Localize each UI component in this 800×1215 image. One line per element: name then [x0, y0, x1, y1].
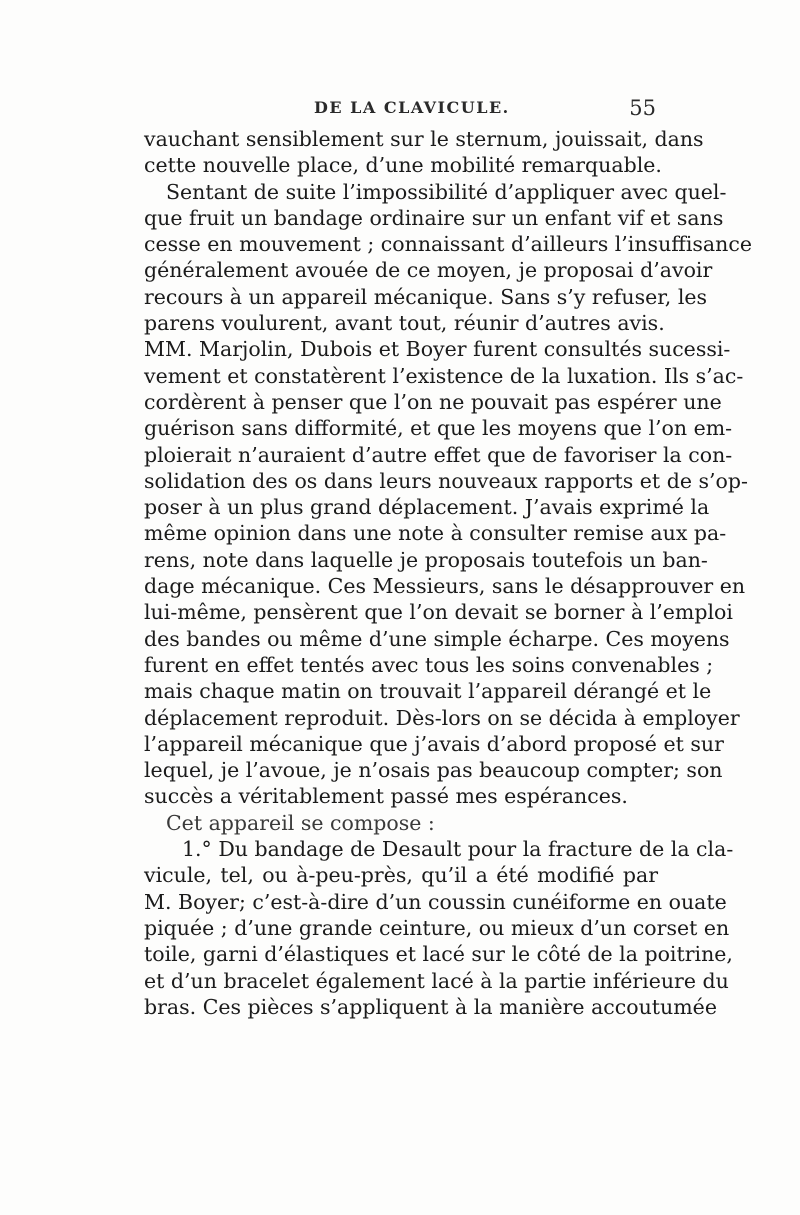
text-line: Cet appareil se compose : [166, 810, 435, 835]
body-text [144, 126, 752, 1020]
text-line: que fruit un bandage ordinaire sur un enfant vif et sans [144, 205, 724, 230]
running-head: DE LA CLAVICULE. [314, 98, 510, 117]
text-line: toile, garni d’élastiques et lacé sur le côté de la poitrine, [144, 942, 733, 967]
text-line: succès a véritablement passé mes espérances. [144, 784, 628, 809]
text-line: vauchant sensiblement sur le sternum, jouissait, dans [144, 127, 704, 151]
text-line: recours à un appareil mécanique. Sans s’y refuser, les [144, 284, 708, 309]
text-line: l’appareil mécanique que j’avais d’abord proposé et sur [144, 731, 724, 756]
text-line: mais chaque matin on trouvait l’appareil dérangé et le [144, 679, 712, 704]
page-header [144, 96, 656, 126]
text-line: lequel, je l’avoue, je n’osais pas beaucoup compter; son [144, 758, 723, 783]
text-line: 1.° Du bandage de Desault pour la fracture de la cla- [182, 837, 734, 862]
text-line: lui-même, pensèrent que l’on devait se borner à l’emploi [144, 600, 733, 625]
text-line: et d’un bracelet également lacé à la partie inférieure du [144, 968, 729, 993]
text-line: ploierait n’auraient d’autre effet que de favoriser la con- [144, 442, 733, 467]
text-line: Sentant de suite l’impossibilité d’appliquer avec quel- [166, 179, 727, 204]
text-line: vement et constatèrent l’existence de la luxation. Ils s’ac- [144, 363, 744, 388]
text-line: des bandes ou même d’une simple écharpe. Ces moyens [144, 626, 730, 651]
text-line: furent en effet tentés avec tous les soins convenables ; [144, 652, 714, 677]
text-line: bras. Ces pièces s’appliquent à la manière accoutumée [144, 994, 717, 1019]
text-line: poser à un plus grand déplacement. J’avais exprimé la [144, 495, 710, 520]
text-line: cesse en mouvement ; connaissant d’ailleurs l’insuffisance [144, 232, 752, 257]
page-number: 55 [629, 96, 656, 120]
text-line: même opinion dans une note à consulter remise aux pa- [144, 521, 727, 546]
text-line: solidation des os dans leurs nouveaux rapports et de s’op- [144, 468, 748, 493]
text-line: dage mécanique. Ces Messieurs, sans le désapprouver en [144, 574, 746, 599]
text-line: piquée ; d’une grande ceinture, ou mieux d’un corset en [144, 915, 730, 940]
text-line: généralement avouée de ce moyen, je proposai d’avoir [144, 258, 713, 283]
text-line: parens voulurent, avant tout, réunir d’autres avis. [144, 311, 665, 336]
text-line: vicule, tel, ou à-peu-près, qu’il a été modifié par [144, 863, 658, 888]
text-line: guérison sans difformité, et que les moyens que l’on em- [144, 416, 733, 441]
text-line: cordèrent à penser que l’on ne pouvait pas espérer une [144, 389, 722, 414]
text-line: déplacement reproduit. Dès-lors on se décida à employer [144, 705, 740, 730]
text-line: cette nouvelle place, d’une mobilité remarquable. [144, 153, 662, 178]
text-line: MM. Marjolin, Dubois et Boyer furent consultés sucessi- [144, 337, 731, 362]
text-line: rens, note dans laquelle je proposais toutefois un ban- [144, 547, 708, 572]
text-line: M. Boyer; c’est-à-dire d’un coussin cunéiforme en ouate [144, 889, 727, 914]
